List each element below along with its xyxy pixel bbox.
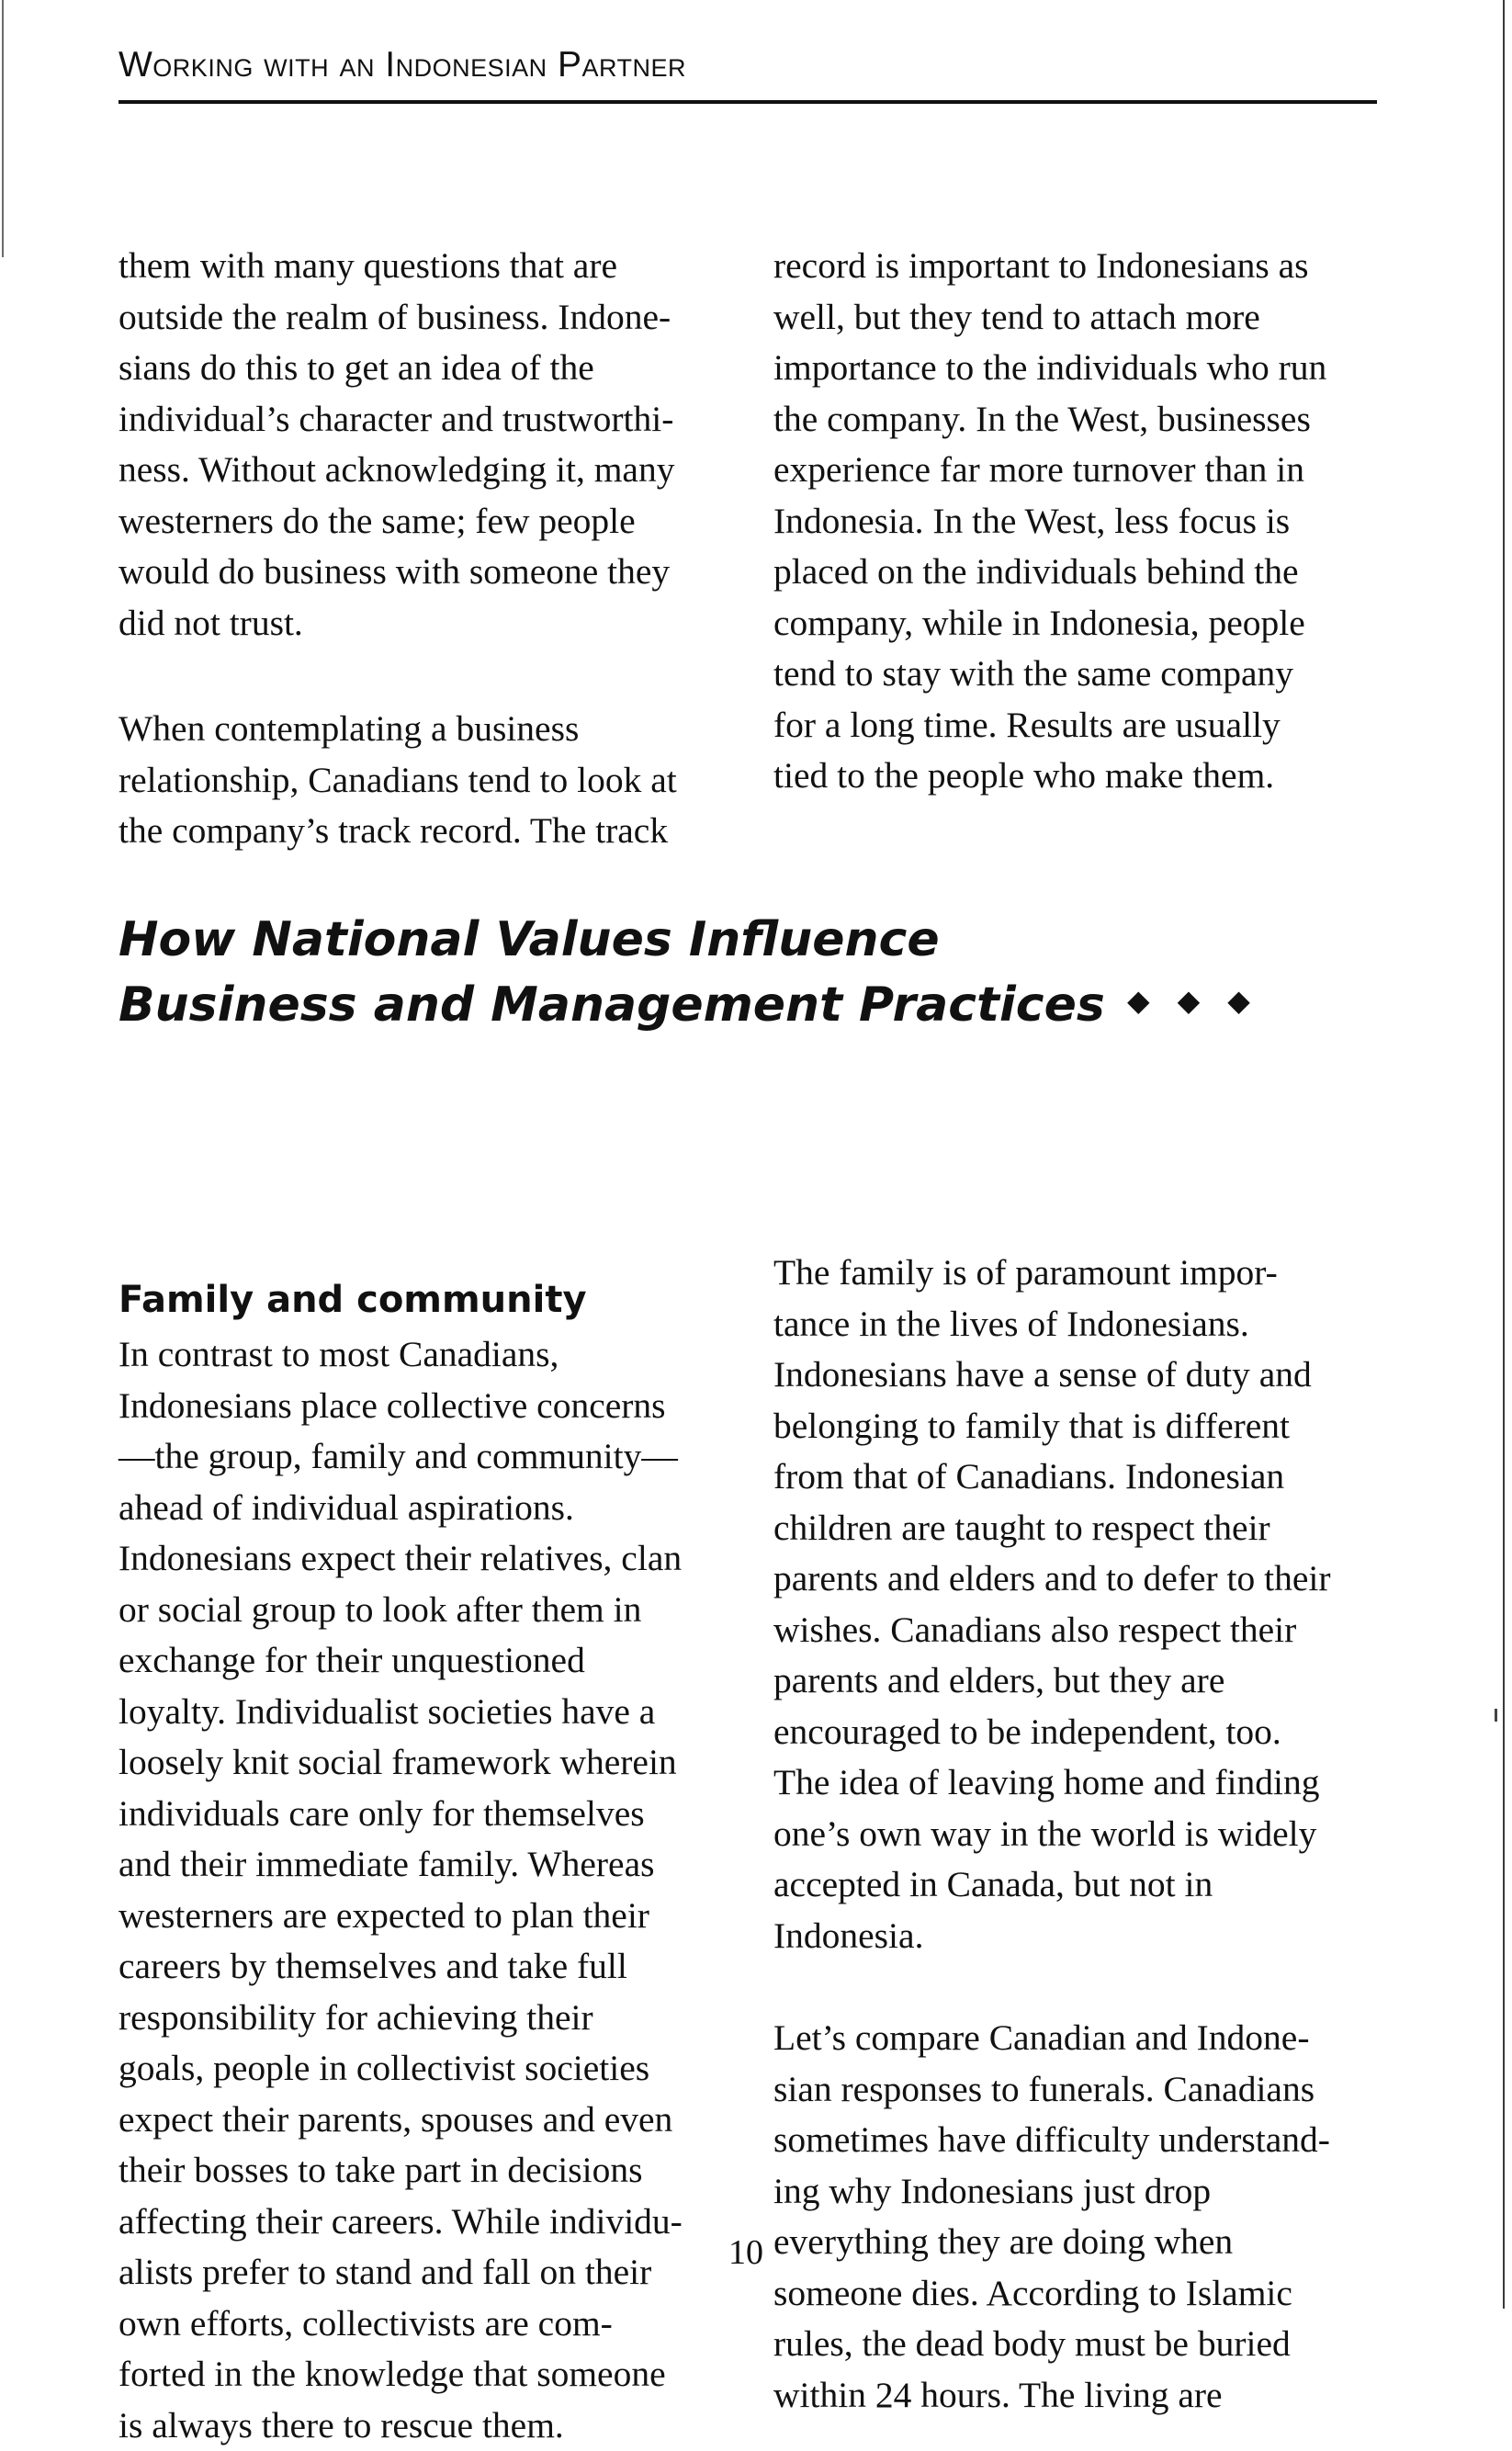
scan-edge-left [2, 0, 4, 257]
diamond-ornament-icon: ◆◆◆ [1127, 983, 1278, 1018]
right-column-top [773, 241, 1407, 802]
paragraph: In contrast to most Canadians, Indonesians place collective concerns —the group, family and community— ahead of individual aspirations. Indonesians expect their relatives, clan or social group to look after them in exchange for their unquestioned loyalty. Individualist societies have a loosely knit social framework wherein individuals care only for themselves and their immediate family. Whereas westerners are expected to plan their careers by themselves and take full responsibility for achieving their goals, people in collectivist societies expect their parents, spouses and even their bosses to take part in decisions affecting their careers. While individu- alists prefer to stand and fall on their own efforts, collectivists are com- forted in the knowledge that someone is always there to rescue them. [118, 1334, 683, 2445]
running-header: Working with an Indonesian Partner [118, 45, 687, 85]
page-number: 10 [728, 2233, 763, 2272]
left-column-top [118, 241, 752, 857]
subheading: Family and community [118, 1279, 587, 1321]
paragraph: them with many questions that are outside the realm of business. Indone- sians do this to get an idea of the individual’s character and trustworthi- ness. Without acknowledging it, many westerners do the same; few people would do business with someone they did not trust. [118, 245, 675, 643]
scan-edge-right [1503, 0, 1505, 2309]
section-heading: How National Values Influence Business and Management Practices [118, 912, 1105, 1033]
right-column-bottom [773, 1248, 1407, 2421]
paragraph: record is important to Indonesians as well, but they tend to attach more importance to the individuals who run the company. In the West, businesses experience far more turnover than in Indonesia. In the West, less focus is placed on the individuals behind the company, while in Indonesia, people tend to stay with the same company for a long time. Results are usually tied to the people who make them. [773, 245, 1327, 796]
paragraph: The family is of paramount impor- tance in the lives of Indonesians. Indonesians have a sense of duty and belonging to family that is different from that of Canadians. Indonesian children are taught to respect their parents and elders and to defer to their wishes. Canadians also respect their parents and elders, but they are encouraged to be independent, too. The idea of leaving home and finding one’s own way in the world is widely accepted in Canada, but not in Indonesia. [773, 1252, 1331, 1956]
header-rule [118, 100, 1377, 104]
scan-mark [1495, 1709, 1497, 1722]
paragraph: When contemplating a business relationship, Canadians tend to look at the company’s track record. The track [118, 708, 677, 851]
left-column-bottom [118, 1329, 752, 2451]
paragraph: Let’s compare Canadian and Indone- sian responses to funerals. Canadians sometimes have difficulty understand- ing why Indonesians just drop everything they are doing when someone dies. According to Islamic rules, the dead body must be buried within 24 hours. The living are [773, 2017, 1330, 2415]
